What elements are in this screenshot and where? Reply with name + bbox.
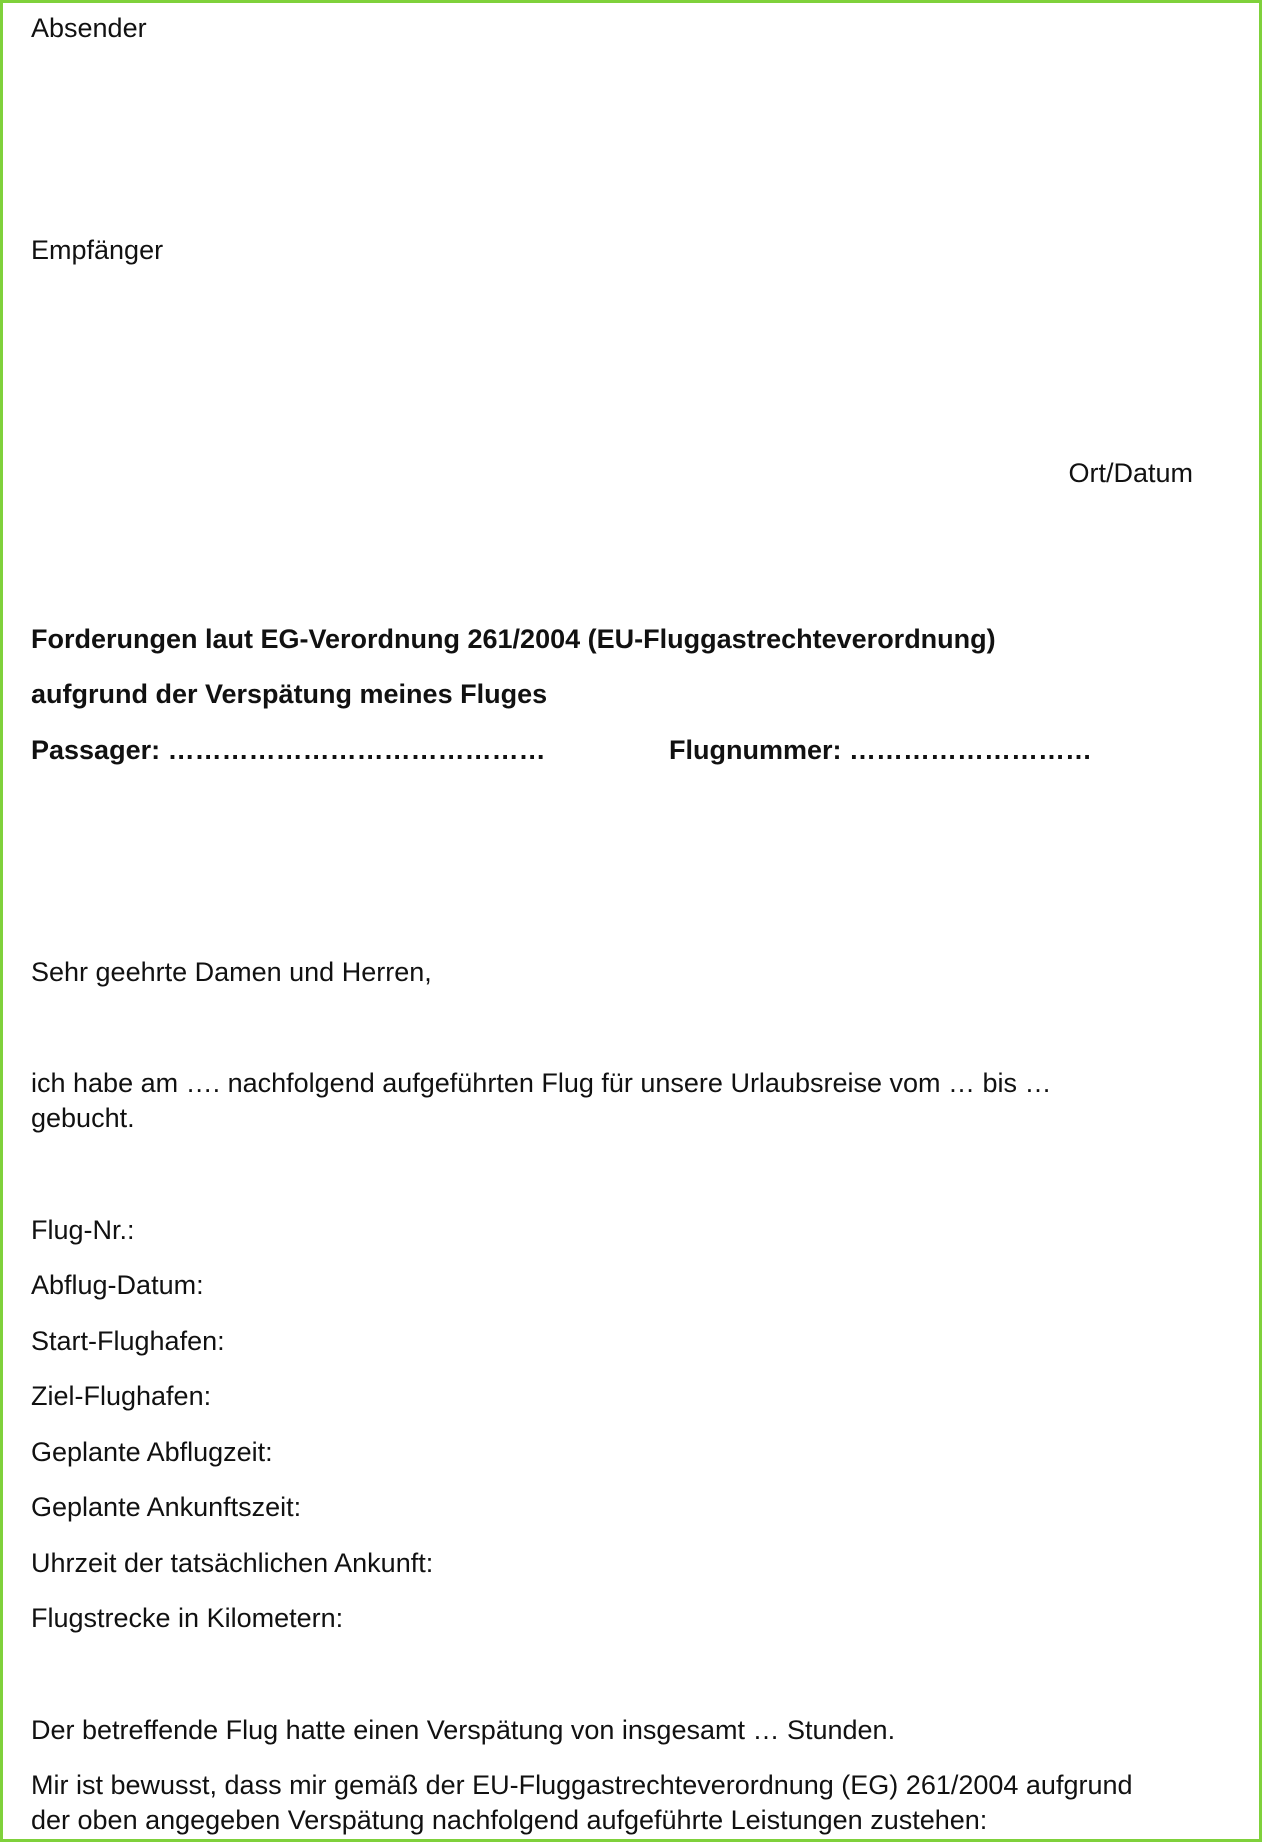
recipient-label: Empfänger [31, 235, 164, 265]
subject-line-1: Forderungen laut EG-Verordnung 261/2004 (EU-Fluggastrechteverordnung) [31, 624, 996, 654]
place-date-label: Ort/Datum [1068, 458, 1193, 488]
flight-field-planned-departure: Geplante Abflugzeit: [31, 1437, 273, 1467]
flight-field-flight-no: Flug-Nr.: [31, 1215, 135, 1245]
flight-field-departure-date: Abflug-Datum: [31, 1270, 204, 1300]
flight-field-distance: Flugstrecke in Kilometern: [31, 1603, 344, 1633]
awareness-line-1: Mir ist bewusst, dass mir gemäß der EU-Fluggastrechteverordnung (EG) 261/2004 aufgrund [31, 1770, 1133, 1800]
flight-field-departure-airport: Start-Flughafen: [31, 1326, 225, 1356]
flight-number-field: Flugnummer: ……………………… [669, 735, 1092, 765]
flight-field-actual-arrival: Uhrzeit der tatsächlichen Ankunft: [31, 1548, 434, 1578]
intro-line-1: ich habe am …. nachfolgend aufgeführten Flug für unsere Urlaubsreise vom … bis … [31, 1068, 1052, 1098]
awareness-line-2: der oben angegeben Verspätung nachfolgend aufgeführte Leistungen zustehen: [31, 1805, 988, 1835]
passenger-field: Passager: …………………………………… [31, 735, 546, 765]
delay-sentence: Der betreffende Flug hatte einen Verspätung von insgesamt … Stunden. [31, 1715, 896, 1745]
intro-line-2: gebucht. [31, 1103, 135, 1133]
subject-line-2: aufgrund der Verspätung meines Fluges [31, 679, 548, 709]
sender-label: Absender [31, 13, 147, 43]
flight-field-destination-airport: Ziel-Flughafen: [31, 1381, 212, 1411]
flight-field-planned-arrival: Geplante Ankunftszeit: [31, 1492, 302, 1522]
salutation: Sehr geehrte Damen und Herren, [31, 957, 432, 987]
